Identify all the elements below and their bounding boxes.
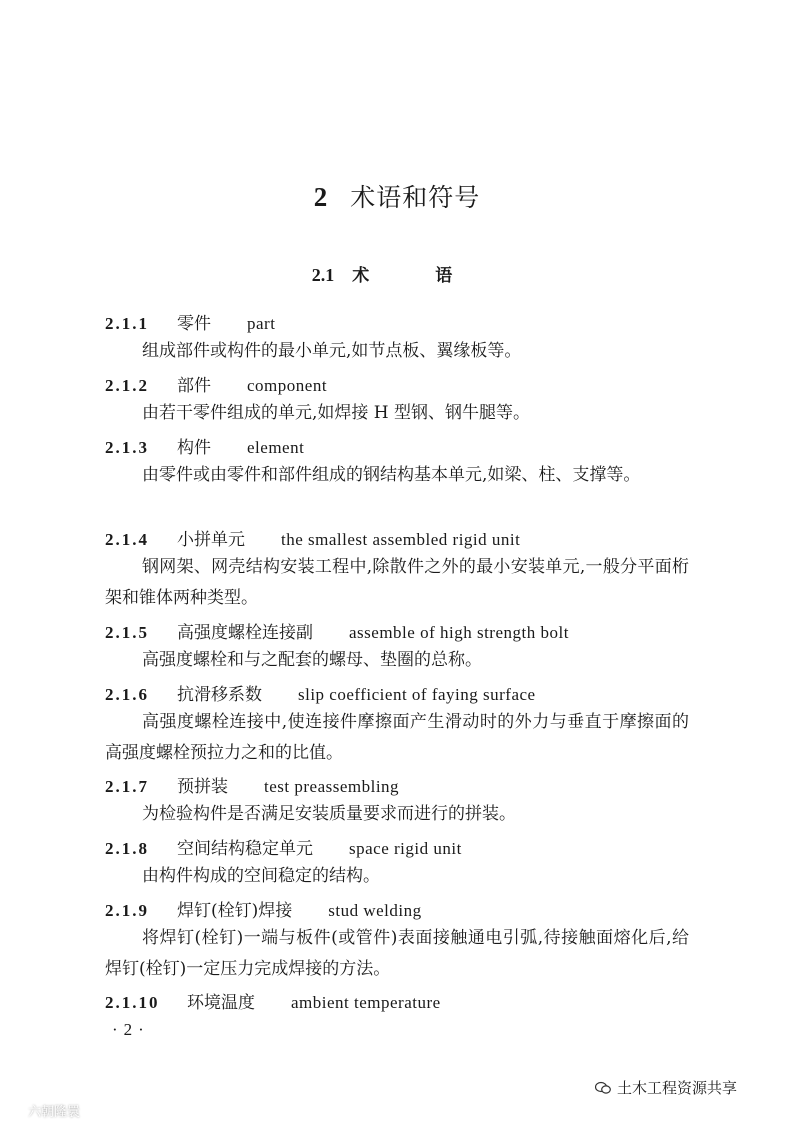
chapter-title bbox=[0, 178, 794, 214]
term-english: test preassembling bbox=[264, 777, 400, 796]
term-chinese: 预拼装 bbox=[177, 777, 228, 797]
term-english: assemble of high strength bolt bbox=[349, 623, 569, 642]
term-chinese: 零件 bbox=[177, 314, 211, 334]
term-number: 2.1.8 bbox=[105, 839, 149, 858]
term-chinese: 环境温度 bbox=[187, 993, 255, 1013]
term-number: 2.1.2 bbox=[105, 376, 149, 395]
term-heading bbox=[105, 988, 441, 1014]
term-definition: 为检验构件是否满足安装质量要求而进行的拼装。 bbox=[142, 804, 516, 824]
logo-icon bbox=[6, 1104, 28, 1118]
page-number: ·2· bbox=[112, 1020, 150, 1039]
chapter-number: 2 bbox=[313, 182, 329, 212]
term-heading bbox=[105, 309, 275, 335]
term-english: part bbox=[247, 314, 276, 333]
watermark-left bbox=[6, 1101, 80, 1120]
term-chinese: 构件 bbox=[177, 438, 211, 458]
term-heading bbox=[105, 525, 520, 551]
term-definition: 组成部件或构件的最小单元,如节点板、翼缘板等。 bbox=[142, 341, 522, 361]
term-english: stud welding bbox=[328, 901, 422, 920]
section-number: 2.1 bbox=[311, 265, 335, 285]
term-english: space rigid unit bbox=[349, 839, 462, 858]
term-chinese: 高强度螺栓连接副 bbox=[177, 623, 313, 643]
term-number: 2.1.1 bbox=[105, 314, 149, 333]
term-definition: 由构件构成的空间稳定的结构。 bbox=[142, 866, 380, 886]
term-english: the smallest assembled rigid unit bbox=[281, 530, 521, 549]
term-heading bbox=[105, 433, 304, 459]
term-chinese: 焊钉(栓钉)焊接 bbox=[177, 901, 293, 921]
term-heading bbox=[105, 772, 399, 798]
term-number: 2.1.10 bbox=[105, 993, 160, 1012]
section-title bbox=[0, 261, 794, 286]
term-number: 2.1.5 bbox=[105, 623, 149, 642]
term-english: ambient temperature bbox=[291, 993, 441, 1012]
term-heading bbox=[105, 896, 422, 922]
term-definition: 高强度螺栓连接中,使连接件摩擦面产生滑动时的外力与垂直于摩擦面的高强度螺栓预拉力之和的比值。 bbox=[105, 712, 689, 763]
term-number: 2.1.9 bbox=[105, 901, 149, 920]
term-chinese: 小拼单元 bbox=[177, 530, 245, 550]
term-number: 2.1.6 bbox=[105, 685, 149, 704]
term-english: element bbox=[247, 438, 305, 457]
term-heading bbox=[105, 618, 569, 644]
term-definition: 由若干零件组成的单元,如焊接 H 型钢、钢牛腿等。 bbox=[142, 403, 531, 423]
term-english: slip coefficient of faying surface bbox=[298, 685, 536, 704]
term-chinese: 抗滑移系数 bbox=[177, 685, 262, 705]
section-title-text: 术 语 bbox=[352, 266, 483, 286]
term-english: component bbox=[247, 376, 328, 395]
term-definition: 钢网架、网壳结构安装工程中,除散件之外的最小安装单元,一般分平面桁架和锥体两种类型。 bbox=[105, 557, 689, 608]
term-definition: 高强度螺栓和与之配套的螺母、垫圈的总称。 bbox=[142, 650, 482, 670]
term-heading bbox=[105, 371, 327, 397]
watermark-right bbox=[595, 1077, 737, 1098]
watermark-left-text: 六朝隆睘 bbox=[28, 1105, 81, 1120]
term-heading bbox=[105, 834, 462, 860]
term-number: 2.1.7 bbox=[105, 777, 149, 796]
term-number: 2.1.3 bbox=[105, 438, 149, 457]
watermark-right-text: 土木工程资源共享 bbox=[617, 1079, 738, 1097]
term-definition: 将焊钉(栓钉)一端与板件(或管件)表面接触通电引弧,待接触面熔化后,给焊钉(栓钉)一定压力完成焊接的方法。 bbox=[105, 928, 689, 979]
term-chinese: 部件 bbox=[177, 376, 211, 396]
term-heading bbox=[105, 680, 536, 706]
wechat-icon bbox=[595, 1081, 611, 1095]
term-number: 2.1.4 bbox=[105, 530, 149, 549]
term-definition: 由零件或由零件和部件组成的钢结构基本单元,如梁、柱、支撑等。 bbox=[142, 465, 641, 485]
chapter-title-text: 术语和符号 bbox=[350, 183, 481, 212]
term-chinese: 空间结构稳定单元 bbox=[177, 839, 313, 859]
